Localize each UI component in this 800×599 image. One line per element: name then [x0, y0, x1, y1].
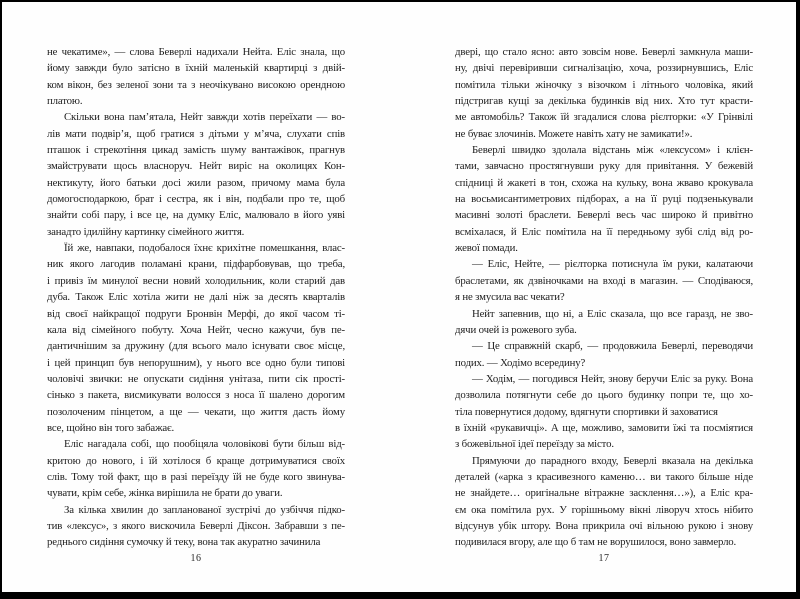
text-line-content: Скільки вона пам’ятала, Нейт завжди хотів переїхати — во-: [64, 111, 345, 124]
text-line: [455, 60, 753, 76]
text-line-content: не буває злочинів. Можете навіть хату не замикати!».: [455, 127, 693, 140]
text-line-content: дуба. Також Еліс хотіла жити не далі ніж за десять кварталів: [47, 291, 345, 304]
text-line-content: і привіз їм минулої весни новий холодильник, коли старий дав: [47, 274, 345, 287]
text-line: [455, 502, 753, 518]
text-line-content: єм ока помітила рух. У горішньому вікні ліворуч хтось нібито: [455, 503, 753, 516]
text-line-content: подих. — Ходімо всередину?: [455, 356, 586, 369]
text-line: [47, 44, 345, 60]
text-line: [455, 355, 753, 371]
text-line: [455, 518, 753, 534]
text-line: [455, 256, 753, 272]
text-line: [47, 502, 345, 518]
text-line-content: Прямуючи до парадного входу, Беверлі вказала на декілька: [472, 454, 753, 467]
text-line-content: нектикуту, його батьки досі жили разом, причому мама була: [47, 176, 345, 189]
text-line: [455, 387, 753, 403]
text-line-content: Нейт запевнив, що ні, а Еліс сказала, що все гаразд, не зво-: [472, 307, 753, 320]
text-line: [455, 436, 753, 452]
text-line: [455, 404, 753, 420]
text-line-content: йому завжди було затісно в їхній маленькій квартирці з двій-: [47, 62, 345, 75]
text-line: [47, 142, 345, 158]
text-line-content: помітила тільки жіночку з візочком і літнього чоловіка, який: [455, 78, 753, 91]
text-line-content: тами, завчасно простягнувши руку для привітання. У бежевій: [455, 160, 753, 173]
book-spread: [2, 2, 796, 592]
text-line: [47, 126, 345, 142]
text-line-content: двері, що стало ясно: авто зовсім нове. Беверлі замкнула маши-: [455, 46, 753, 58]
text-line: [47, 273, 345, 289]
text-line: [47, 93, 345, 109]
text-line-content: Еліс нагадала собі, що пообіцяла чоловікові бути більш від-: [64, 438, 345, 451]
text-line-content: чоловічі звички: не опускати сидіння унітаза, пити сік прості-: [47, 372, 345, 385]
text-line: [47, 60, 345, 76]
text-line-content: дячи очей із рожевого зуба.: [455, 323, 577, 336]
text-line-content: дантичнішим за дружину (для всього мало існувати своє місце,: [47, 340, 345, 353]
text-line: [455, 273, 753, 289]
text-line: [47, 518, 345, 534]
text-line-content: не знайдете… оригінальне вітражне засклення…»), а Еліс кра-: [455, 487, 753, 500]
text-line: [47, 485, 345, 501]
text-line: [455, 175, 753, 191]
text-line-content: чувати, крім себе, жінка вирішила не брати до уваги.: [47, 487, 283, 500]
text-line-content: з божевільної ідеї переїзду за місто.: [455, 438, 614, 451]
text-line-content: все, щойно він того забажає.: [47, 421, 175, 434]
text-line: [455, 158, 753, 174]
text-line-content: — Еліс, Нейте, — рієлторка потиснула їм руки, калатаючи: [472, 258, 753, 271]
text-line: [47, 420, 345, 436]
text-line-content: і цей принцип був непорушним), у нього все одно були типові: [47, 356, 345, 369]
page-right-text: [455, 44, 753, 551]
text-line: [455, 420, 753, 436]
text-line: [47, 256, 345, 272]
text-line-content: ник якого лагодив поламані крани, підфарбовував, що треба,: [47, 258, 345, 271]
text-line: [47, 306, 345, 322]
text-line-content: лів мати подвір’я, щоб гратися з дітьми у м’яча, слухати спів: [47, 127, 345, 140]
text-line-content: змайструвати щось власноруч. Нейт виріс на околицях Кон-: [47, 160, 345, 173]
text-line-content: пташок і стрекотіння цикад замість шуму вантажівок, прагнув: [47, 144, 345, 157]
text-line: [455, 93, 753, 109]
text-line: [47, 469, 345, 485]
text-line: [455, 322, 753, 338]
text-line: [455, 371, 753, 387]
text-line-content: ме автомобіль? Також їй згадалися слова рієлторки: «У Грінвілі: [455, 111, 753, 124]
text-line-content: на восьмисантиметрових підборах, а на її руці подзенькували: [455, 193, 753, 206]
text-line: [455, 142, 753, 158]
text-line: [47, 534, 345, 550]
text-line: [47, 289, 345, 305]
page-left-number: 16: [190, 553, 202, 564]
text-line-content: ну, двічі перевіривши сигналізацію, хоча, роззирнувшись, Еліс: [455, 62, 753, 75]
text-line: [455, 191, 753, 207]
text-line-content: слів. Тому той факт, що в разі переїзду їй не буде кого звинува-: [47, 470, 345, 483]
text-line-content: підстригав кущі за декілька будинків від них. Хто тут красти-: [455, 95, 753, 108]
text-line-content: реднього сидіння сумочку й теку, вона так акуратно зачинила: [47, 536, 321, 549]
text-line-content: ком вікон, без зеленої зони та з неочікувано високою орендною: [47, 78, 345, 91]
text-line-content: знайти собі пару, і все це, на думку Еліс, малювало в його уяві: [47, 209, 345, 222]
text-line: [455, 306, 753, 322]
text-line: [47, 158, 345, 174]
text-line: [47, 77, 345, 93]
text-line-content: домогосподаркою, брат і сестра, як і він, подбали про те, щоб: [47, 193, 345, 206]
text-line: [455, 126, 753, 142]
text-line-content: платою.: [47, 95, 83, 108]
text-line-content: жевої помади.: [455, 242, 518, 255]
text-line: [47, 109, 345, 125]
text-line: [455, 44, 753, 60]
text-line-content: позолоченим пінцетом, а ще — чекати, що життя дасть йому: [47, 405, 345, 418]
text-line-content: — Це справжній скарб, — продовжила Беверлі, переводячи: [472, 340, 753, 353]
text-line: [47, 322, 345, 338]
text-line: [47, 240, 345, 256]
text-line-content: деталей («арка з красивезного каменю… ви такого більше ніде: [455, 470, 753, 483]
text-line-content: спідниці й жакеті в тон, схожа на кульку, вона жваво крокувала: [455, 176, 753, 189]
text-line: [47, 453, 345, 469]
text-line-content: За кілька хвилин до запланованої зустрічі до узбіччя підко-: [64, 503, 345, 516]
text-line: [455, 453, 753, 469]
text-line-content: масивні золоті браслети. Беверлі весь час широко й привітно: [455, 209, 753, 222]
text-line-content: не чекатиме», — слова Беверлі надихали Нейта. Еліс знала, що: [47, 46, 345, 58]
text-line: [455, 485, 753, 501]
text-line-content: критою до нового, і їй хотілося б краще дотримуватися своїх: [47, 454, 345, 467]
text-line-content: Їй же, навпаки, подобалося їхнє крихітне помешкання, влас-: [64, 242, 345, 255]
text-line-content: я не змусила вас чекати?: [455, 291, 565, 304]
text-line: [455, 109, 753, 125]
text-line: [47, 175, 345, 191]
text-line: [47, 191, 345, 207]
text-line-content: сінько з пакета, висмикувати волосся з носа її шалено дорогим: [47, 389, 345, 402]
text-line: [455, 534, 753, 550]
text-line: [455, 77, 753, 93]
page-left-text: [47, 44, 345, 551]
text-line-content: подивилася вгору, але що б там не ворушилося, воно завмерло.: [455, 536, 737, 549]
text-line-content: в їхній «рукавичці». А ще, можливо, замовити їжі та посміятися: [455, 421, 753, 434]
text-line: [47, 224, 345, 240]
text-line-content: занадто ідилійну картинку сімейного життя.: [47, 225, 245, 238]
text-line-content: — Ходім, — погодився Нейт, знову беручи Еліс за руку. Вона: [472, 372, 753, 385]
text-line-content: дозволила потягнути себе до цього будинку попри те, що хо-: [455, 389, 753, 402]
text-line: [47, 338, 345, 354]
text-line: [455, 207, 753, 223]
text-line: [455, 289, 753, 305]
text-line: [455, 469, 753, 485]
text-line-content: всміхалася, й Еліс помітила на її передньому зубі слід від ро-: [455, 225, 753, 238]
page-right-number: 17: [598, 553, 610, 564]
text-line: [455, 224, 753, 240]
text-line: [47, 387, 345, 403]
text-line: [47, 371, 345, 387]
text-line: [455, 240, 753, 256]
text-line: [455, 338, 753, 354]
text-line-content: кала від сімейного побуту. Хоча Нейт, чесно кажучи, був пе-: [47, 323, 345, 336]
text-line: [47, 436, 345, 452]
text-line-content: від своєї найкращої подруги Бронвін Мерфі, до якої часом ті-: [47, 307, 345, 320]
text-line-content: тіла повернутися додому, вдягнути спортивки й заховатися: [455, 405, 718, 418]
text-line-content: Беверлі швидко здолала відстань між «лексусом» і клієн-: [472, 144, 753, 157]
text-line: [47, 355, 345, 371]
text-line-content: відсунув убік штору. Вона прикрила очі вільною рукою і знову: [455, 519, 753, 532]
text-line-content: тив «лексус», з якого вискочила Беверлі Діксон. Забравши з пе-: [47, 519, 345, 532]
text-line: [47, 404, 345, 420]
text-line: [47, 207, 345, 223]
text-line-content: браслетами, як дзвіночками на вході в магазин. — Сподіваюся,: [455, 274, 753, 287]
